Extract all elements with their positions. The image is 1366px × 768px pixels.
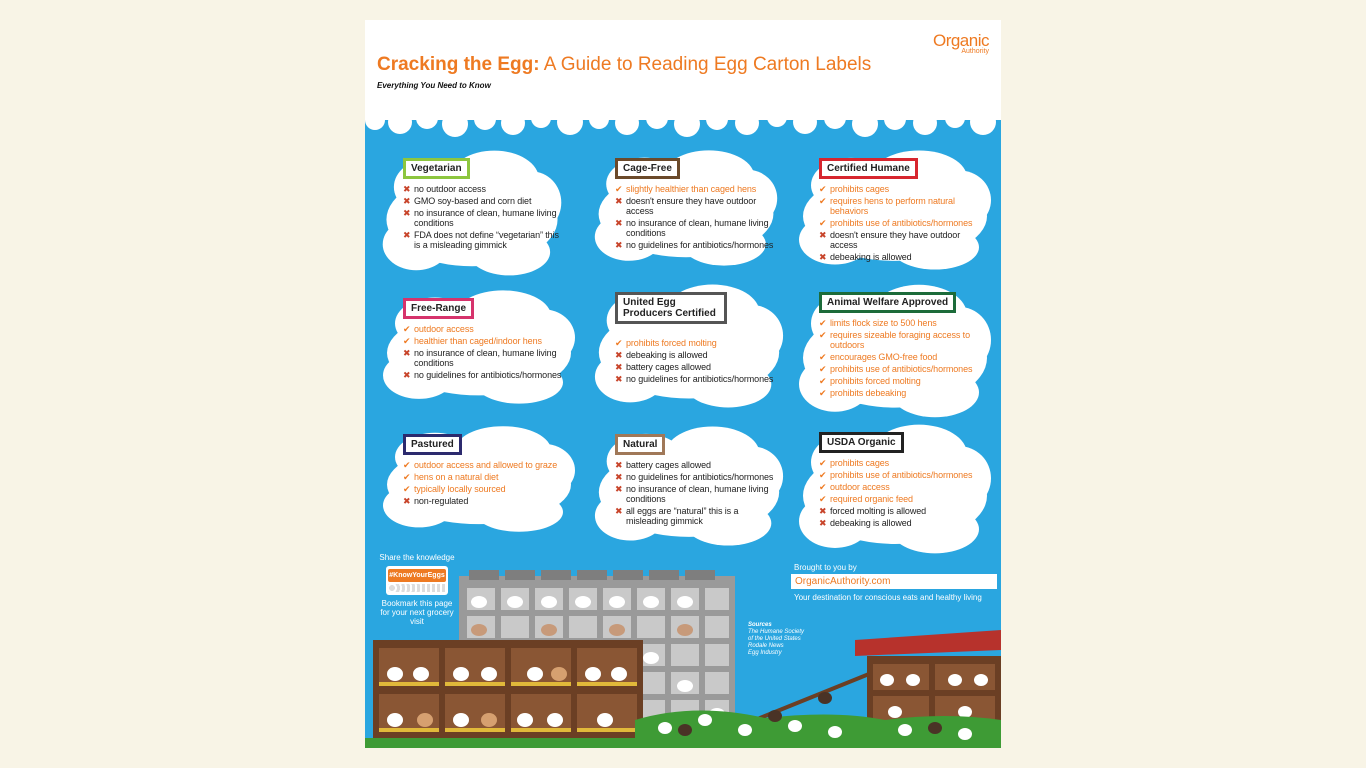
hashtag-text: #KnowYourEggs: [388, 569, 446, 582]
sources-heading: Sources: [748, 622, 772, 628]
source-line: Rodale News: [748, 643, 784, 649]
item-text: hens on a natural diet: [414, 472, 499, 482]
list-item: [819, 184, 989, 194]
cross-icon: ✖: [615, 506, 623, 516]
list-item: [615, 218, 775, 238]
list-item: [819, 376, 989, 386]
check-icon: ✔: [819, 352, 827, 362]
item-text: requires sizeable foraging access to outdoors: [830, 330, 970, 350]
site-link[interactable]: OrganicAuthority.com: [791, 574, 997, 589]
item-text: outdoor access and allowed to graze: [414, 460, 558, 470]
list-item: [403, 370, 573, 380]
list-item: [615, 472, 781, 482]
list-item: [819, 494, 989, 504]
label-title: Free-Range: [403, 298, 474, 319]
item-text: prohibits debeaking: [830, 388, 907, 398]
cross-icon: ✖: [403, 230, 411, 240]
check-icon: ✔: [819, 482, 827, 492]
organic-authority-logo[interactable]: Organic Authority: [932, 31, 989, 55]
check-icon: ✔: [403, 324, 411, 334]
list-item: [819, 330, 989, 350]
item-text: battery cages allowed: [626, 362, 711, 372]
item-text: no insurance of clean, humane living conditions: [626, 218, 769, 238]
item-text: no guidelines for antibiotics/hormones: [626, 374, 774, 384]
label-title: Certified Humane: [819, 158, 918, 179]
list-item: [403, 196, 559, 206]
list-item: [403, 230, 559, 250]
source-line: The Humane Society: [748, 629, 805, 635]
cross-icon: ✖: [819, 230, 827, 240]
cross-icon: ✖: [615, 484, 623, 494]
cross-icon: ✖: [403, 196, 411, 206]
item-text: doesn't ensure they have outdoor access: [830, 230, 961, 250]
item-text: prohibits cages: [830, 184, 890, 194]
check-icon: ✔: [819, 196, 827, 206]
check-icon: ✔: [403, 484, 411, 494]
item-text: GMO soy-based and corn diet: [414, 196, 532, 206]
item-text: all eggs are “natural” this is a misleading gimmick: [626, 506, 739, 526]
page-subtitle: Everything You Need to Know: [377, 81, 491, 90]
check-icon: ✔: [819, 458, 827, 468]
item-text: encourages GMO-free food: [830, 352, 938, 362]
list-item: [819, 252, 989, 262]
list-item: [403, 208, 559, 228]
check-icon: ✔: [403, 460, 411, 470]
item-text: no insurance of clean, humane living conditions: [414, 348, 557, 368]
cross-icon: ✖: [615, 196, 623, 206]
check-icon: ✔: [819, 376, 827, 386]
label-card-united-egg: [591, 282, 787, 410]
wooden-crate-icon: [373, 640, 643, 740]
cross-icon: ✖: [615, 350, 623, 360]
list-item: [615, 362, 781, 372]
item-text: required organic feed: [830, 494, 913, 504]
check-icon: ✔: [819, 470, 827, 480]
check-icon: ✔: [615, 184, 623, 194]
check-icon: ✔: [403, 336, 411, 346]
item-text: debeaking is allowed: [626, 350, 708, 360]
check-icon: ✔: [819, 218, 827, 228]
item-text: no guidelines for antibiotics/hormones: [626, 240, 774, 250]
cross-icon: ✖: [403, 348, 411, 358]
list-item: [819, 518, 989, 528]
list-item: [615, 460, 781, 470]
item-text: FDA does not define “vegetarian” this is a misleading gimmick: [414, 230, 559, 250]
list-item: [403, 460, 573, 470]
item-text: non-regulated: [414, 496, 469, 506]
item-text: typically locally sourced: [414, 484, 506, 494]
sources-block: [748, 622, 804, 657]
item-text: no insurance of clean, humane living conditions: [414, 208, 557, 228]
item-text: debeaking is allowed: [830, 252, 912, 262]
list-item: [403, 472, 573, 482]
label-title: Natural: [615, 434, 665, 455]
item-text: no insurance of clean, humane living conditions: [626, 484, 769, 504]
list-item: [403, 484, 573, 494]
check-icon: ✔: [819, 330, 827, 340]
cross-icon: ✖: [403, 496, 411, 506]
cross-icon: ✖: [615, 362, 623, 372]
label-card-free-range: [379, 288, 579, 406]
label-items: [819, 318, 989, 400]
list-item: [615, 350, 781, 360]
item-text: prohibits forced molting: [626, 338, 717, 348]
item-text: forced molting is allowed: [830, 506, 927, 516]
item-text: prohibits use of antibiotics/hormones: [830, 218, 973, 228]
cross-icon: ✖: [819, 252, 827, 262]
item-text: prohibits use of antibiotics/hormones: [830, 364, 973, 374]
label-items: [615, 338, 781, 386]
list-item: [403, 496, 573, 506]
label-title: Cage-Free: [615, 158, 680, 179]
list-item: [819, 388, 989, 398]
list-item: [819, 506, 989, 516]
item-text: doesn't ensure they have outdoor access: [626, 196, 757, 216]
item-text: outdoor access: [830, 482, 890, 492]
source-line: Egg Industry: [748, 650, 782, 656]
list-item: [819, 470, 989, 480]
label-items: [615, 184, 775, 252]
label-items: [615, 460, 781, 528]
check-icon: ✔: [819, 494, 827, 504]
check-icon: ✔: [819, 364, 827, 374]
cross-icon: ✖: [819, 518, 827, 528]
check-icon: ✔: [819, 184, 827, 194]
item-text: slightly healthier than caged hens: [626, 184, 757, 194]
list-item: [819, 352, 989, 362]
site-tagline: Your destination for conscious eats and healthy living: [794, 593, 982, 602]
label-items: [819, 458, 989, 530]
item-text: outdoor access: [414, 324, 474, 334]
item-text: no outdoor access: [414, 184, 486, 194]
label-items: [819, 184, 989, 264]
list-item: [615, 240, 775, 250]
check-icon: ✔: [819, 318, 827, 328]
page-title: [377, 54, 871, 76]
list-item: [615, 184, 775, 194]
source-line: of the United States: [748, 636, 801, 642]
label-card-cage-free: [591, 148, 781, 268]
item-text: prohibits forced molting: [830, 376, 921, 386]
check-icon: ✔: [403, 472, 411, 482]
list-item: [819, 196, 989, 216]
list-item: [403, 184, 559, 194]
label-items: [403, 460, 573, 508]
label-card-certified-humane: [795, 148, 995, 272]
cross-icon: ✖: [615, 460, 623, 470]
bookmark-note: Bookmark this page for your next grocery visit: [380, 599, 454, 626]
title-rest: A Guide to Reading Egg Carton Labels: [539, 54, 872, 75]
label-card-usda-organic: [795, 422, 995, 556]
label-title: Vegetarian: [403, 158, 470, 179]
cloud-band: [365, 104, 1001, 144]
label-title: USDA Organic: [819, 432, 904, 453]
cross-icon: ✖: [615, 374, 623, 384]
item-text: debeaking is allowed: [830, 518, 912, 528]
list-item: [615, 374, 781, 384]
label-card-pastured: [379, 424, 579, 534]
check-icon: ✔: [819, 388, 827, 398]
title-bold: Cracking the Egg:: [377, 54, 540, 75]
item-text: limits flock size to 500 hens: [830, 318, 937, 328]
list-item: [403, 348, 573, 368]
label-title: United Egg Producers Certified: [615, 292, 727, 324]
label-items: [403, 324, 573, 382]
item-text: healthier than caged/indoor hens: [414, 336, 542, 346]
list-item: [819, 318, 989, 328]
cross-icon: ✖: [403, 370, 411, 380]
list-item: [403, 336, 573, 346]
cross-icon: ✖: [615, 472, 623, 482]
list-item: [819, 458, 989, 468]
check-icon: ✔: [615, 338, 623, 348]
brought-label: Brought to you by: [794, 563, 857, 572]
list-item: [615, 484, 781, 504]
list-item: [615, 338, 781, 348]
list-item: [819, 230, 989, 250]
item-text: no guidelines for antibiotics/hormones: [414, 370, 562, 380]
label-card-animal-welfare: [795, 282, 995, 420]
list-item: [403, 324, 573, 334]
item-text: prohibits use of antibiotics/hormones: [830, 470, 973, 480]
label-title: Animal Welfare Approved: [819, 292, 956, 313]
item-text: no guidelines for antibiotics/hormones: [626, 472, 774, 482]
list-item: [819, 218, 989, 228]
label-card-vegetarian: [379, 148, 565, 278]
list-item: [819, 364, 989, 374]
list-item: [615, 196, 775, 216]
cross-icon: ✖: [403, 184, 411, 194]
label-items: [403, 184, 559, 252]
list-item: [819, 482, 989, 492]
item-text: battery cages allowed: [626, 460, 711, 470]
label-card-natural: [591, 424, 787, 548]
cross-icon: ✖: [819, 506, 827, 516]
list-item: [615, 506, 781, 526]
label-title: Pastured: [403, 434, 462, 455]
share-heading: Share the knowledge: [379, 553, 455, 562]
cross-icon: ✖: [615, 240, 623, 250]
cross-icon: ✖: [615, 218, 623, 228]
cross-icon: ✖: [403, 208, 411, 218]
infographic-poster: [365, 20, 1001, 748]
item-text: requires hens to perform natural behaviors: [830, 196, 955, 216]
item-text: prohibits cages: [830, 458, 890, 468]
